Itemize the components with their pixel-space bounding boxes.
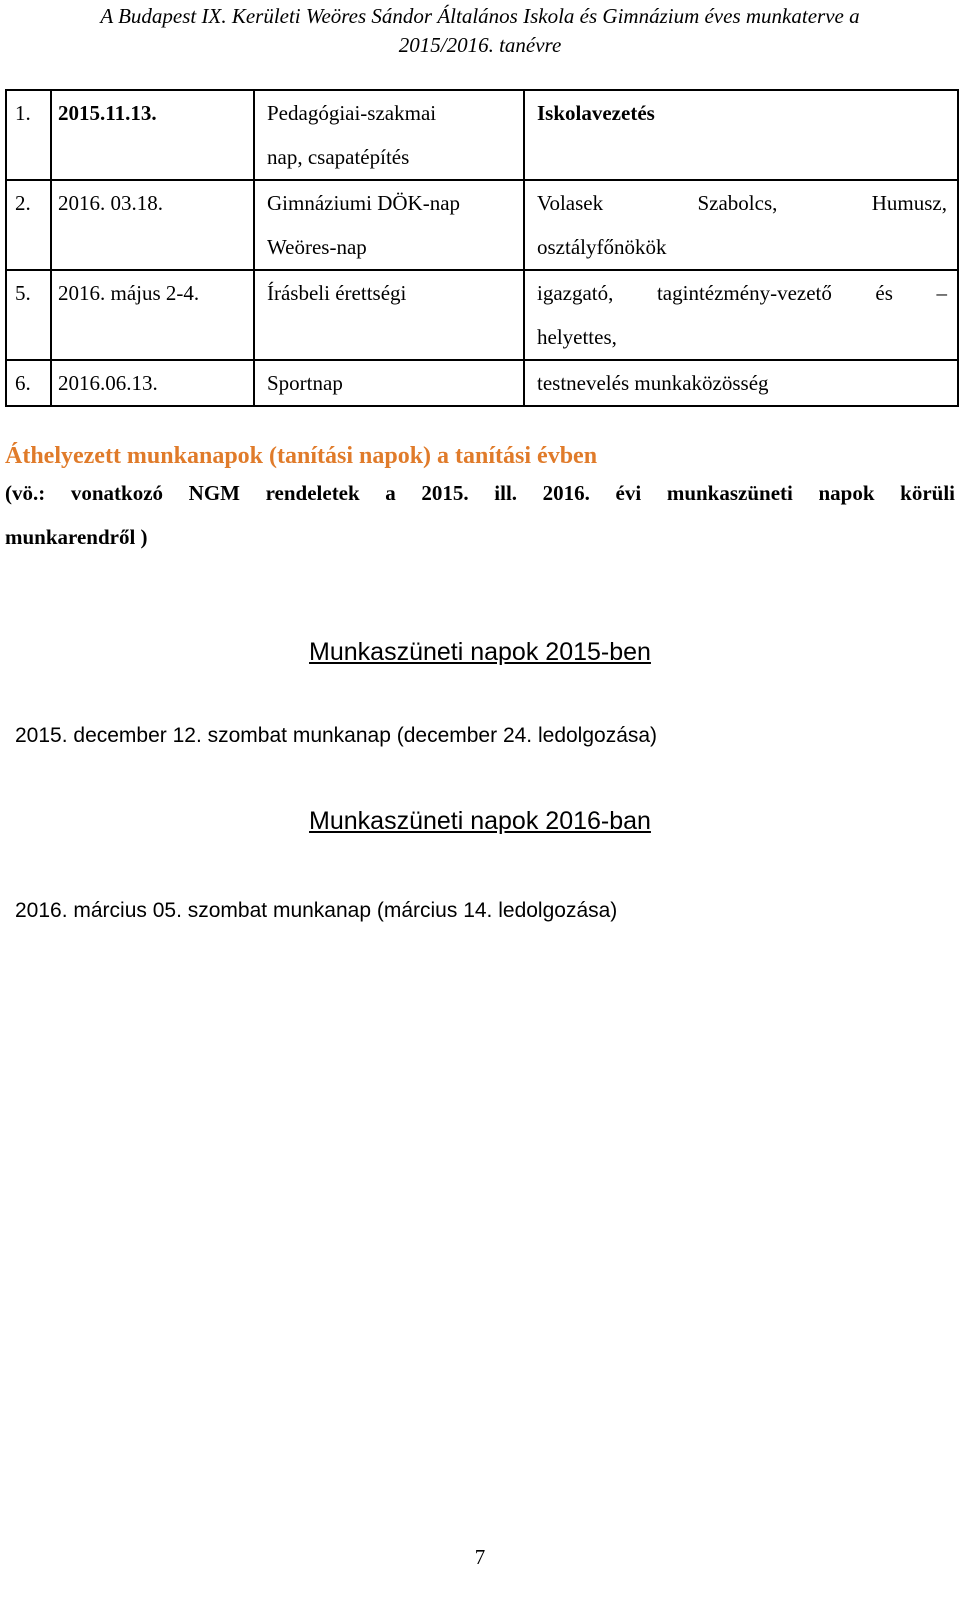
event-name-line: Írásbeli érettségi	[267, 281, 407, 305]
events-table	[5, 89, 959, 407]
event-responsible-line: osztályfőnökök	[537, 235, 667, 259]
event-date: 2015.11.13.	[51, 90, 254, 180]
event-responsible	[524, 180, 958, 270]
event-responsible	[524, 360, 958, 406]
header-line-2: 2015/2016. tanévre	[398, 33, 562, 57]
event-name	[254, 90, 524, 180]
event-name-line: Sportnap	[267, 371, 343, 395]
section-note	[5, 471, 955, 559]
section-note-line-1: (vö.: vonatkozó NGM rendeletek a 2015. ill. 2016. évi munkaszüneti napok körüli	[5, 481, 955, 505]
holidays-2016-text: 2016. március 05. szombat munkanap (március 14. ledolgozása)	[15, 899, 618, 922]
event-responsible-line: Iskolavezetés	[537, 101, 655, 125]
event-date: 2016. 03.18.	[51, 180, 254, 270]
event-responsible-line: igazgató, tagintézmény-vezető és –	[537, 281, 947, 305]
event-date: 2016. május 2-4.	[51, 270, 254, 360]
table-row	[6, 270, 958, 360]
page-number: 7	[474, 1545, 486, 1569]
event-name-line: Pedagógiai-szakmai	[267, 101, 437, 125]
event-number: 1.	[6, 90, 51, 180]
header-line-1: A Budapest IX. Kerületi Weöres Sándor Általános Iskola és Gimnázium éves munkaterve a	[100, 4, 860, 28]
event-number: 2.	[6, 180, 51, 270]
event-name	[254, 360, 524, 406]
section-title: Áthelyezett munkanapok (tanítási napok) a tanítási évben	[5, 443, 598, 469]
event-name-line: nap, csapatépítés	[267, 145, 410, 169]
event-name-line: Weöres-nap	[267, 235, 367, 259]
section-note-line-2: munkarendről )	[5, 525, 148, 549]
event-date: 2016.06.13.	[51, 360, 254, 406]
holidays-2015-heading: Munkaszüneti napok 2015-ben	[309, 638, 651, 666]
table-row	[6, 180, 958, 270]
event-responsible-line: testnevelés munkaközösség	[537, 371, 769, 395]
holidays-2015-text: 2015. december 12. szombat munkanap (december 24. ledolgozása)	[15, 724, 658, 747]
page-header	[0, 2, 960, 60]
event-responsible	[524, 90, 958, 180]
event-responsible-line: Volasek Szabolcs, Humusz,	[537, 191, 947, 215]
event-name	[254, 180, 524, 270]
event-number: 5.	[6, 270, 51, 360]
holidays-2016-heading: Munkaszüneti napok 2016-ban	[309, 807, 651, 835]
table-row	[6, 90, 958, 180]
event-number: 6.	[6, 360, 51, 406]
event-responsible-line: helyettes,	[537, 325, 617, 349]
event-name-line: Gimnáziumi DÖK-nap	[267, 191, 461, 215]
event-responsible	[524, 270, 958, 360]
event-name	[254, 270, 524, 360]
table-row	[6, 360, 958, 406]
